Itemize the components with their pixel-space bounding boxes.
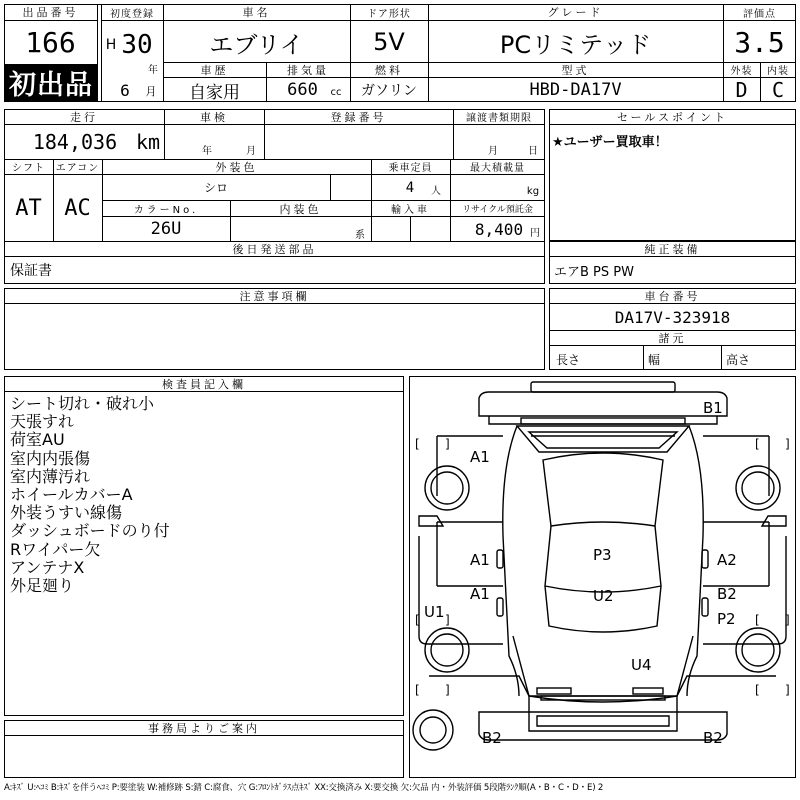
sales-point-label: セールスポイント [616,110,728,124]
displacement: 660 [287,80,318,100]
recycle-fee: 8,400 [474,219,524,239]
svg-text:]: ] [785,683,790,697]
door-type-label: ドア形状 [367,8,411,20]
office-label: 事務局よりご案内 [148,721,260,735]
transfer-month-unit: 月 [488,145,498,157]
inspector-item: 外装うすい線傷 [10,503,123,523]
interior-grade: C [771,78,785,102]
first-registration-label: 初度登録 [110,8,154,20]
sales-point-box [549,109,796,241]
equipment-value: エアB PS PW [554,264,634,280]
inspector-item: 荷室AU [10,430,65,450]
damage-mark: P3 [593,546,612,564]
interior-color-unit: 系 [355,229,365,241]
sales-point-text: ★ユーザー買取車！ [552,134,668,150]
registration-number-label: 登録番号 [330,110,387,124]
inspector-item: ホイールカバーA [10,485,133,505]
car-name: エブリイ [209,30,304,59]
damage-mark: B2 [482,729,502,747]
damage-mark: U1 [424,603,445,621]
height-label: 高さ [726,352,751,367]
inspector-item: ダッシュボードのり付 [10,521,170,541]
damage-mark: A1 [470,585,490,603]
damage-mark: B2 [717,585,737,603]
fuel-label: 燃料 [375,63,403,77]
dimensions-label: 諸元 [658,331,687,345]
registration-year: 30 [121,30,153,60]
door-type: 5V [373,28,405,56]
mileage-unit: km [135,130,161,154]
year-unit: 年 [148,64,158,76]
recycle-unit: 円 [530,227,540,239]
damage-mark: A2 [717,551,737,569]
svg-text:[: [ [415,613,420,627]
interior-label: 内装 [767,66,789,77]
inspector-items [10,395,170,595]
capacity-label: 乗車定員 [388,163,433,174]
exterior-grade: D [735,78,748,102]
shift-label: シフト [12,163,45,174]
svg-text:]: ] [445,437,450,451]
lot-number: 166 [25,25,76,59]
exterior-label: 外装 [730,66,753,77]
damage-mark: B2 [703,729,723,747]
car-name-label: 車名 [242,6,271,19]
transfer-day-unit: 日 [528,145,538,157]
displacement-unit: cc [330,86,342,98]
transfer-deadline-label: 譲渡書類期限 [466,113,532,124]
svg-text:[: [ [755,613,760,627]
inspector-item: アンテナX [10,557,85,577]
score: 3.5 [734,25,785,59]
svg-text:[: [ [755,683,760,697]
chassis-number-label: 車台番号 [644,289,701,303]
legend: A:ｷｽﾞ U:ﾍｺﾐ B:ｷｽﾞを伴うﾍｺﾐ P:要塗装 W:補修跡 S:錆 C:腐食、穴 G:ﾌﾛﾝﾄｶﾞﾗｽ点ｷｽﾞ XX:交換済み X:要交換 欠:欠品 内・外装評価 5段階ﾗﾝｸ順(A・B・C・D・E) 2 [4,783,604,793]
inspector-item: シート切れ・破れ小 [10,394,155,413]
max-load-label: 最大積載量 [470,163,525,174]
color-number: 26U [150,219,182,239]
interior-color-label: 内装色 [279,202,322,216]
inspector-item: 外足廻り [10,576,75,596]
svg-text:]: ] [785,437,790,451]
svg-text:]: ] [785,613,790,627]
notes-label: 注意事項欄 [239,289,310,303]
svg-text:[: [ [415,683,420,697]
ac-label: エアコン [55,163,100,174]
ac: AC [64,195,91,221]
registration-month: 6 [120,80,130,100]
mileage: 184,036 [32,130,118,154]
model-label: 型式 [561,63,590,77]
history: 自家用 [189,82,240,103]
shift: AT [15,195,42,221]
displacement-label: 排気量 [287,63,329,77]
inspection-year-unit: 年 [202,145,212,157]
recycle-label: リサイクル預託金 [462,205,533,215]
color-number-label: カラーNo. [133,205,199,216]
svg-text:]: ] [445,683,450,697]
damage-mark: A1 [470,551,490,569]
inspection-label: 車検 [200,110,228,124]
inspector-item: 天張すれ [10,412,75,432]
equipment-label: 純正装備 [644,242,701,256]
exterior-color: シロ [203,181,228,195]
model: HBD-DA17V [529,80,622,100]
later-parts-label: 後日発送部品 [232,242,317,256]
exterior-color-label: 外装色 [215,160,258,174]
later-parts: 保証書 [10,263,52,279]
max-load-unit: kg [526,185,540,197]
fuel: ガソリン [361,83,417,99]
damage-mark: A1 [470,448,490,466]
capacity: 4 [405,180,415,196]
history-label: 車歴 [200,63,229,77]
lot-number-label: 出品番号 [22,6,79,19]
svg-text:]: ] [445,613,450,627]
damage-mark: B1 [703,399,723,417]
length-label: 長さ [556,352,581,367]
era-letter: H [105,37,117,53]
inspector-item: 室内薄汚れ [10,466,91,486]
car-diagram [409,376,796,778]
grade-label: グレード [547,6,604,19]
damage-mark: P2 [717,610,736,628]
score-label: 評価点 [743,8,776,20]
capacity-unit: 人 [431,185,441,197]
chassis-number: DA17V-323918 [614,307,731,327]
inspector-item: 室内内張傷 [10,448,91,468]
import-label: 輸入車 [391,205,430,216]
grade: PCリミテッド [499,30,652,59]
svg-text:[: [ [415,437,420,451]
month-unit: 月 [145,85,157,98]
mileage-label: 走行 [70,110,98,124]
first-listing-badge: 初出品 [5,64,97,101]
inspection-month-unit: 月 [246,145,256,157]
inspector-item: Rワイパー欠 [10,539,101,559]
inspector-label: 検査員記入欄 [162,377,246,391]
damage-mark: U4 [631,656,652,674]
damage-mark: U2 [593,587,614,605]
width-label: 幅 [648,352,661,367]
svg-text:[: [ [755,437,760,451]
